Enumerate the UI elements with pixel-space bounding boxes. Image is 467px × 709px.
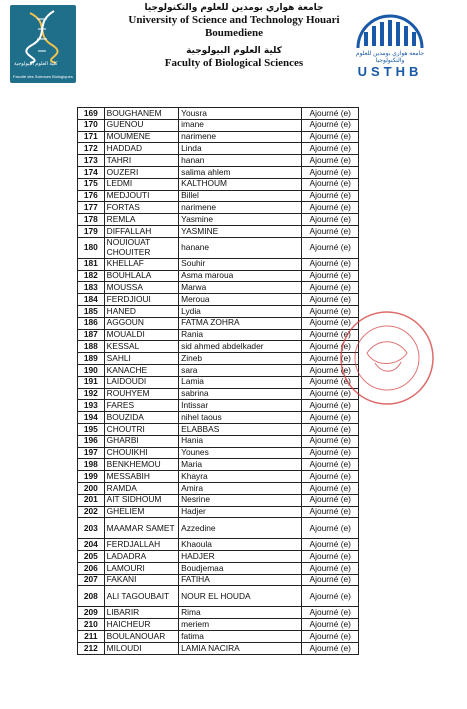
table-row bbox=[78, 353, 359, 365]
student-result: Ajourné (e) bbox=[302, 471, 359, 483]
table-row bbox=[78, 376, 359, 388]
table-row bbox=[78, 562, 359, 574]
table-row bbox=[78, 506, 359, 518]
student-number: 179 bbox=[78, 225, 105, 237]
student-first-name: ELABBAS bbox=[179, 423, 302, 435]
student-result: Ajourné (e) bbox=[302, 329, 359, 341]
student-last-name: CHOUTRI bbox=[104, 423, 178, 435]
table-row bbox=[78, 642, 359, 654]
student-number: 208 bbox=[78, 586, 105, 607]
table-row bbox=[78, 388, 359, 400]
student-first-name: meriem bbox=[179, 619, 302, 631]
faculty-logo bbox=[10, 5, 76, 83]
student-last-name: AIT SIDHOUM bbox=[104, 494, 178, 506]
student-first-name: narimene bbox=[179, 202, 302, 214]
student-last-name: SAHLI bbox=[104, 353, 178, 365]
student-number: 203 bbox=[78, 518, 105, 539]
faculty-name-arabic: كلية العلوم البيولوجية bbox=[186, 46, 282, 56]
table-row bbox=[78, 435, 359, 447]
student-first-name: Lydia bbox=[179, 305, 302, 317]
table-row bbox=[78, 131, 359, 143]
student-first-name: HADJER bbox=[179, 551, 302, 563]
student-last-name: TAHRI bbox=[104, 155, 178, 167]
student-result: Ajourné (e) bbox=[302, 631, 359, 643]
student-result: Ajourné (e) bbox=[302, 214, 359, 226]
page-header bbox=[0, 0, 467, 100]
student-result: Ajourné (e) bbox=[302, 562, 359, 574]
student-first-name: Zineb bbox=[179, 353, 302, 365]
student-result: Ajourné (e) bbox=[302, 341, 359, 353]
table-row bbox=[78, 412, 359, 424]
student-result: Ajourné (e) bbox=[302, 305, 359, 317]
student-last-name: GHELIEM bbox=[104, 506, 178, 518]
table-row bbox=[78, 539, 359, 551]
student-first-name: Marwa bbox=[179, 282, 302, 294]
student-last-name: LIBARIR bbox=[104, 607, 178, 619]
student-last-name: RAMDA bbox=[104, 482, 178, 494]
student-result: Ajourné (e) bbox=[302, 447, 359, 459]
student-number: 175 bbox=[78, 178, 105, 190]
student-first-name: Intissar bbox=[179, 400, 302, 412]
student-first-name: Maria bbox=[179, 459, 302, 471]
table-row bbox=[78, 482, 359, 494]
student-first-name: Lamia bbox=[179, 376, 302, 388]
student-result: Ajourné (e) bbox=[302, 412, 359, 424]
student-number: 212 bbox=[78, 642, 105, 654]
student-last-name: LAIDOUDI bbox=[104, 376, 178, 388]
student-first-name: Linda bbox=[179, 143, 302, 155]
student-result: Ajourné (e) bbox=[302, 518, 359, 539]
student-result: Ajourné (e) bbox=[302, 607, 359, 619]
table-row bbox=[78, 518, 359, 539]
student-number: 174 bbox=[78, 166, 105, 178]
student-number: 184 bbox=[78, 294, 105, 306]
student-number: 178 bbox=[78, 214, 105, 226]
student-result: Ajourné (e) bbox=[302, 202, 359, 214]
student-last-name: MOUALDI bbox=[104, 329, 178, 341]
student-last-name: BOUZIDA bbox=[104, 412, 178, 424]
usthb-arabic: جامعة هواري بومدين للعلوم والتكنولوجيا bbox=[355, 51, 425, 64]
student-last-name: OUZERI bbox=[104, 166, 178, 178]
table-row bbox=[78, 459, 359, 471]
student-last-name: MOUSSA bbox=[104, 282, 178, 294]
student-first-name: Azzedine bbox=[179, 518, 302, 539]
student-result: Ajourné (e) bbox=[302, 494, 359, 506]
student-result: Ajourné (e) bbox=[302, 166, 359, 178]
student-last-name: KESSAL bbox=[104, 341, 178, 353]
student-last-name: BOULANOUAR bbox=[104, 631, 178, 643]
student-result: Ajourné (e) bbox=[302, 131, 359, 143]
student-number: 186 bbox=[78, 317, 105, 329]
student-number: 194 bbox=[78, 412, 105, 424]
student-last-name: MILOUDI bbox=[104, 642, 178, 654]
student-result: Ajourné (e) bbox=[302, 270, 359, 282]
table-row bbox=[78, 607, 359, 619]
dna-helix-icon bbox=[10, 5, 76, 65]
student-result: Ajourné (e) bbox=[302, 642, 359, 654]
student-first-name: Rania bbox=[179, 329, 302, 341]
university-name-arabic: جامعة هواري بومدين للعلوم والتكنولوجيا bbox=[144, 3, 324, 13]
student-number: 202 bbox=[78, 506, 105, 518]
student-last-name: BENKHEMOU bbox=[104, 459, 178, 471]
student-number: 205 bbox=[78, 551, 105, 563]
student-first-name: LAMIA NACIRA bbox=[179, 642, 302, 654]
student-number: 210 bbox=[78, 619, 105, 631]
table-row bbox=[78, 364, 359, 376]
student-number: 191 bbox=[78, 376, 105, 388]
student-number: 199 bbox=[78, 471, 105, 483]
student-result: Ajourné (e) bbox=[302, 364, 359, 376]
student-number: 181 bbox=[78, 258, 105, 270]
student-last-name: HAICHEUR bbox=[104, 619, 178, 631]
student-number: 189 bbox=[78, 353, 105, 365]
faculty-name: Faculty of Biological Sciences bbox=[164, 57, 304, 69]
student-first-name: Hania bbox=[179, 435, 302, 447]
student-last-name: LEDMI bbox=[104, 178, 178, 190]
university-name-line2: Boumediene bbox=[204, 27, 264, 39]
student-last-name: MOUMENE bbox=[104, 131, 178, 143]
student-result: Ajourné (e) bbox=[302, 574, 359, 586]
university-name-line1: University of Science and Technology Houari bbox=[128, 14, 340, 26]
student-first-name: Yasmine bbox=[179, 214, 302, 226]
table-row bbox=[78, 214, 359, 226]
official-stamp bbox=[337, 308, 437, 408]
student-number: 188 bbox=[78, 341, 105, 353]
student-first-name: hanane bbox=[179, 237, 302, 258]
student-last-name: DIFFALLAH bbox=[104, 225, 178, 237]
student-first-name: Rima bbox=[179, 607, 302, 619]
student-result: Ajourné (e) bbox=[302, 282, 359, 294]
student-result: Ajourné (e) bbox=[302, 108, 359, 120]
student-result: Ajourné (e) bbox=[302, 586, 359, 607]
student-result: Ajourné (e) bbox=[302, 317, 359, 329]
student-last-name: ALI TAGOUBAIT bbox=[104, 586, 178, 607]
table-row bbox=[78, 447, 359, 459]
student-number: 180 bbox=[78, 237, 105, 258]
table-row bbox=[78, 400, 359, 412]
usthb-logo bbox=[352, 10, 428, 84]
student-last-name: REMLA bbox=[104, 214, 178, 226]
student-last-name: GHARBI bbox=[104, 435, 178, 447]
student-number: 176 bbox=[78, 190, 105, 202]
student-first-name: Amira bbox=[179, 482, 302, 494]
student-result: Ajourné (e) bbox=[302, 619, 359, 631]
faculty-logo-arabic: كلية العلوم البيولوجية bbox=[14, 61, 58, 67]
student-number: 204 bbox=[78, 539, 105, 551]
results-table bbox=[77, 107, 359, 655]
student-number: 207 bbox=[78, 574, 105, 586]
student-result: Ajourné (e) bbox=[302, 353, 359, 365]
student-first-name: Yousra bbox=[179, 108, 302, 120]
student-first-name: Khaoula bbox=[179, 539, 302, 551]
student-first-name: Nesrine bbox=[179, 494, 302, 506]
student-last-name: LAMOURI bbox=[104, 562, 178, 574]
student-number: 193 bbox=[78, 400, 105, 412]
student-first-name: sabrina bbox=[179, 388, 302, 400]
student-result: Ajourné (e) bbox=[302, 435, 359, 447]
student-result: Ajourné (e) bbox=[302, 155, 359, 167]
student-number: 169 bbox=[78, 108, 105, 120]
table-row bbox=[78, 258, 359, 270]
student-first-name: nihel taous bbox=[179, 412, 302, 424]
student-first-name: YASMINE bbox=[179, 225, 302, 237]
table-row bbox=[78, 166, 359, 178]
student-last-name: HADDAD bbox=[104, 143, 178, 155]
student-number: 195 bbox=[78, 423, 105, 435]
results-table-body bbox=[78, 108, 359, 655]
student-last-name: GUENOU bbox=[104, 119, 178, 131]
table-row bbox=[78, 237, 359, 258]
table-row bbox=[78, 329, 359, 341]
student-first-name: Hadjer bbox=[179, 506, 302, 518]
student-last-name: FAKANI bbox=[104, 574, 178, 586]
table-row bbox=[78, 155, 359, 167]
student-result: Ajourné (e) bbox=[302, 482, 359, 494]
student-last-name: MEDJOUTI bbox=[104, 190, 178, 202]
table-row bbox=[78, 225, 359, 237]
student-first-name: Asma maroua bbox=[179, 270, 302, 282]
student-first-name: Khayra bbox=[179, 471, 302, 483]
table-row bbox=[78, 108, 359, 120]
student-result: Ajourné (e) bbox=[302, 423, 359, 435]
student-number: 170 bbox=[78, 119, 105, 131]
usthb-emblem-icon bbox=[352, 10, 428, 50]
student-number: 172 bbox=[78, 143, 105, 155]
table-row bbox=[78, 317, 359, 329]
student-result: Ajourné (e) bbox=[302, 506, 359, 518]
student-last-name: FORTAS bbox=[104, 202, 178, 214]
student-result: Ajourné (e) bbox=[302, 190, 359, 202]
faculty-logo-caption: Faculté des Sciences Biologiques bbox=[13, 74, 73, 79]
student-number: 187 bbox=[78, 329, 105, 341]
student-number: 183 bbox=[78, 282, 105, 294]
student-last-name: FERDJALLAH bbox=[104, 539, 178, 551]
institution-heading bbox=[80, 2, 388, 70]
student-last-name: KHELLAF bbox=[104, 258, 178, 270]
student-first-name: narimene bbox=[179, 131, 302, 143]
student-result: Ajourné (e) bbox=[302, 119, 359, 131]
student-first-name: salima ahlem bbox=[179, 166, 302, 178]
student-first-name: sid ahmed abdelkader bbox=[179, 341, 302, 353]
student-first-name: fatima bbox=[179, 631, 302, 643]
table-row bbox=[78, 143, 359, 155]
student-last-name: KANACHE bbox=[104, 364, 178, 376]
table-row bbox=[78, 119, 359, 131]
student-last-name: LADADRA bbox=[104, 551, 178, 563]
student-result: Ajourné (e) bbox=[302, 143, 359, 155]
student-last-name: CHOUIKHI bbox=[104, 447, 178, 459]
student-result: Ajourné (e) bbox=[302, 388, 359, 400]
student-number: 198 bbox=[78, 459, 105, 471]
table-row bbox=[78, 270, 359, 282]
student-first-name: Souhir bbox=[179, 258, 302, 270]
student-number: 211 bbox=[78, 631, 105, 643]
table-row bbox=[78, 178, 359, 190]
student-number: 182 bbox=[78, 270, 105, 282]
student-number: 173 bbox=[78, 155, 105, 167]
student-last-name: NOUIOUAT CHOUITER bbox=[104, 237, 178, 258]
student-first-name: NOUR EL HOUDA bbox=[179, 586, 302, 607]
table-row bbox=[78, 631, 359, 643]
student-first-name: Boudjemaa bbox=[179, 562, 302, 574]
student-first-name: FATMA ZOHRA bbox=[179, 317, 302, 329]
student-number: 206 bbox=[78, 562, 105, 574]
table-row bbox=[78, 190, 359, 202]
student-result: Ajourné (e) bbox=[302, 400, 359, 412]
table-row bbox=[78, 471, 359, 483]
student-number: 209 bbox=[78, 607, 105, 619]
table-row bbox=[78, 341, 359, 353]
student-last-name: FERDJIOUI bbox=[104, 294, 178, 306]
student-result: Ajourné (e) bbox=[302, 459, 359, 471]
student-first-name: Younes bbox=[179, 447, 302, 459]
student-number: 171 bbox=[78, 131, 105, 143]
table-row bbox=[78, 551, 359, 563]
student-result: Ajourné (e) bbox=[302, 225, 359, 237]
table-row bbox=[78, 423, 359, 435]
student-last-name: ROUHYEM bbox=[104, 388, 178, 400]
student-last-name: MAAMAR SAMET bbox=[104, 518, 178, 539]
student-number: 192 bbox=[78, 388, 105, 400]
student-result: Ajourné (e) bbox=[302, 539, 359, 551]
student-last-name: BOUGHANEM bbox=[104, 108, 178, 120]
usthb-label: USTHB bbox=[357, 64, 423, 79]
table-row bbox=[78, 305, 359, 317]
table-row bbox=[78, 574, 359, 586]
student-first-name: FATIHA bbox=[179, 574, 302, 586]
table-row bbox=[78, 294, 359, 306]
student-number: 201 bbox=[78, 494, 105, 506]
student-number: 197 bbox=[78, 447, 105, 459]
student-number: 185 bbox=[78, 305, 105, 317]
student-last-name: AGGOUN bbox=[104, 317, 178, 329]
student-number: 177 bbox=[78, 202, 105, 214]
table-row bbox=[78, 586, 359, 607]
table-row bbox=[78, 282, 359, 294]
student-result: Ajourné (e) bbox=[302, 376, 359, 388]
student-last-name: HANED bbox=[104, 305, 178, 317]
student-number: 196 bbox=[78, 435, 105, 447]
student-result: Ajourné (e) bbox=[302, 178, 359, 190]
student-result: Ajourné (e) bbox=[302, 237, 359, 258]
student-result: Ajourné (e) bbox=[302, 551, 359, 563]
table-row bbox=[78, 494, 359, 506]
student-number: 190 bbox=[78, 364, 105, 376]
table-row bbox=[78, 619, 359, 631]
student-first-name: sara bbox=[179, 364, 302, 376]
student-first-name: hanan bbox=[179, 155, 302, 167]
table-row bbox=[78, 202, 359, 214]
student-first-name: Billel bbox=[179, 190, 302, 202]
student-result: Ajourné (e) bbox=[302, 258, 359, 270]
student-last-name: FARES bbox=[104, 400, 178, 412]
student-first-name: imane bbox=[179, 119, 302, 131]
student-first-name: KALTHOUM bbox=[179, 178, 302, 190]
student-result: Ajourné (e) bbox=[302, 294, 359, 306]
student-last-name: BOUHLALA bbox=[104, 270, 178, 282]
student-first-name: Meroua bbox=[179, 294, 302, 306]
student-last-name: MESSABIH bbox=[104, 471, 178, 483]
student-number: 200 bbox=[78, 482, 105, 494]
